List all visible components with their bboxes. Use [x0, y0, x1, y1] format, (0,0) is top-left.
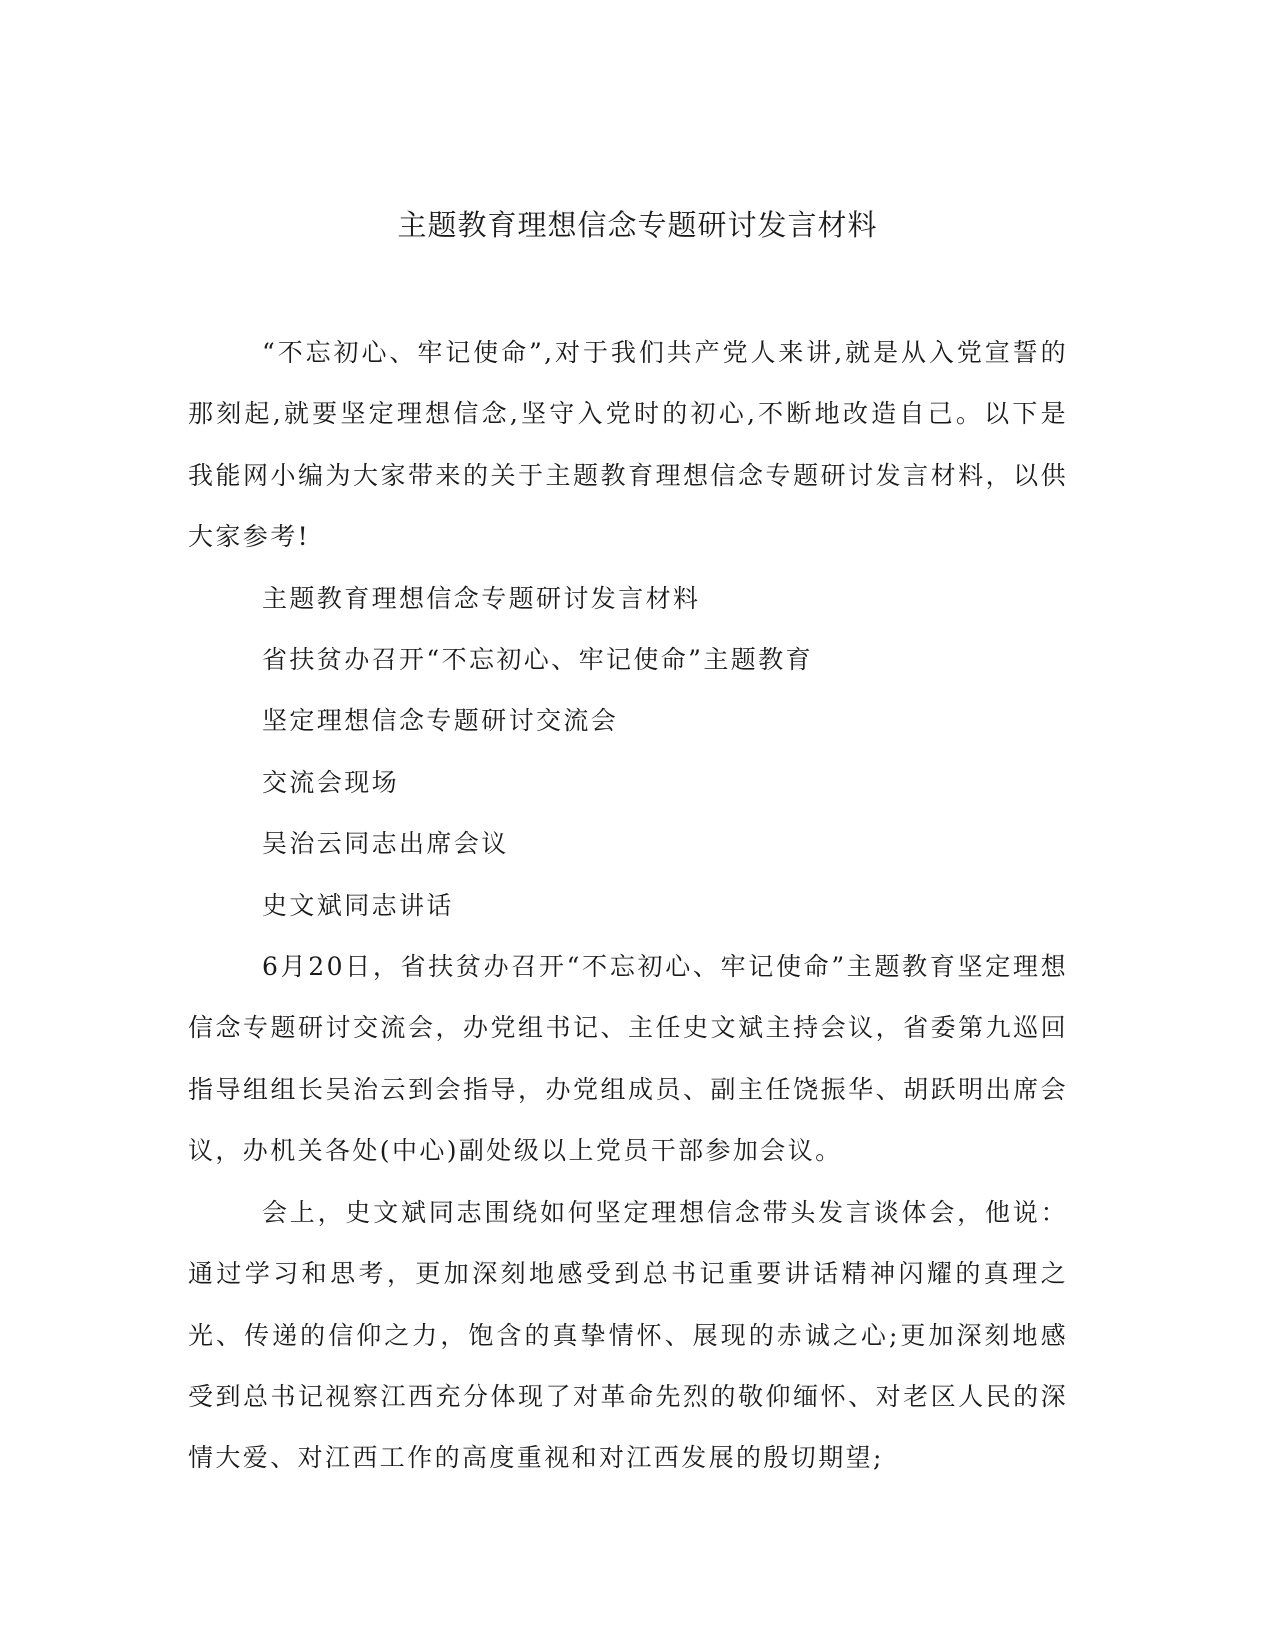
speech-paragraph: 会上，史文斌同志围绕如何坚定理想信念带头发言谈体会，他说：通过学习和思考，更加深刻地感受到总书记重要讲话精神闪耀的真理之光、传递的信仰之力，饱含的真挚情怀、展现的赤诚之心;更加深刻地感受到总书记视察江西充分体现了对革命先烈的敬仰缅怀、对老区人民的深情大爱、对江西工作的高度重视和对江西发展的殷切期望;: [188, 1197, 1068, 1473]
meeting-paragraph: 6月20日，省扶贫办召开“不忘初心、牢记使命”主题教育坚定理想信念专题研讨交流会，办党组书记、主任史文斌主持会议，省委第九巡回指导组组长吴治云到会指导，办党组成员、副主任饶振华、胡跃明出席会议，办机关各处(中心)副处级以上党员干部参加会议。: [188, 952, 1068, 1166]
document-title: 主题教育理想信念专题研讨发言材料: [397, 208, 878, 242]
intro-paragraph: “不忘初心、牢记使命”,对于我们共产党人来讲,就是从入党宣誓的那刻起,就要坚定理想信念,坚守入党时的初心,不断地改造自己。以下是我能网小编为大家带来的关于主题教育理想信念专题研讨发言材料，以供大家参考!: [188, 338, 1068, 552]
photo-caption-attendee: 吴治云同志出席会议: [262, 829, 509, 859]
photo-caption-meeting: 交流会现场: [262, 767, 400, 797]
headline-line-2: 坚定理想信念专题研讨交流会: [262, 706, 619, 736]
headline-line-1: 省扶贫办召开“不忘初心、牢记使命”主题教育: [262, 645, 813, 675]
subtitle-line: 主题教育理想信念专题研讨发言材料: [262, 583, 701, 613]
photo-caption-speech: 史文斌同志讲话: [262, 890, 454, 920]
document-body: [188, 322, 1068, 1489]
